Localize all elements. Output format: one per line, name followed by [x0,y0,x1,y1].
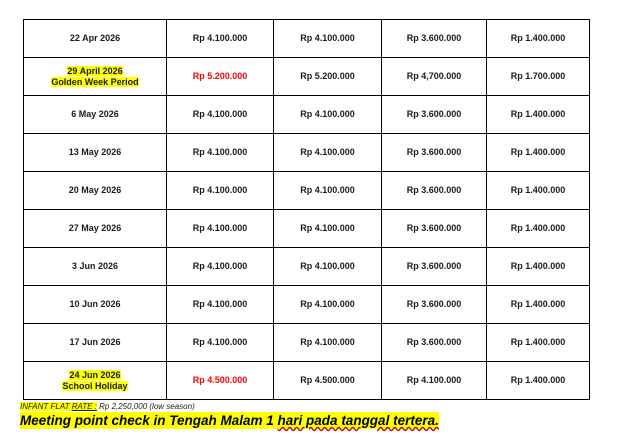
price-cell: Rp 4.100.000 [274,172,382,210]
infant-rate-value: Rp 2,250,000 (low season) [96,402,195,411]
price-cell: Rp 3.600.000 [382,96,487,134]
price-cell: Rp 3.600.000 [382,172,487,210]
table-row [24,286,590,324]
price-cell: Rp 4.100.000 [167,286,274,324]
price-cell: Rp 5.200.000 [274,58,382,96]
price-cell: Rp 4.100.000 [167,96,274,134]
price-cell: Rp 4.100.000 [167,172,274,210]
price-cell: Rp 4.100.000 [382,362,487,400]
table-row [24,172,590,210]
date-cell: 27 May 2026 [24,210,167,248]
table-row [24,58,590,96]
price-cell: Rp 1.400.000 [487,210,590,248]
table-row [24,248,590,286]
infant-label: INFANT FLAT [20,402,72,411]
meeting-text-b: hari pada tanggal tertera. [277,413,439,428]
period-note: School Holiday [62,380,128,391]
table-row [24,20,590,58]
date-cell: 13 May 2026 [24,134,167,172]
period-note: Golden Week Period [51,76,139,87]
price-cell: Rp 4.100.000 [274,210,382,248]
table-row [24,362,590,400]
price-cell: Rp 4.100.000 [167,20,274,58]
price-cell: Rp 1.700.000 [487,58,590,96]
date-cell: 3 Jun 2026 [24,248,167,286]
price-cell: Rp 4.100.000 [274,96,382,134]
infant-rate-note [20,402,195,411]
price-cell: Rp 3.600.000 [382,210,487,248]
price-cell: Rp 4.100.000 [274,248,382,286]
price-cell: Rp 1.400.000 [487,286,590,324]
date-label: 29 April 2026 [67,65,123,76]
rate-table-body [24,20,590,400]
date-cell: 22 Apr 2026 [24,20,167,58]
price-cell: Rp 1.400.000 [487,134,590,172]
date-cell: 20 May 2026 [24,172,167,210]
table-row [24,134,590,172]
price-cell: Rp 4.100.000 [274,20,382,58]
price-cell: Rp 5.200.000 [167,58,274,96]
price-cell: Rp 1.400.000 [487,172,590,210]
table-row [24,210,590,248]
price-cell: Rp 3.600.000 [382,248,487,286]
date-cell [24,58,167,96]
price-cell: Rp 4.500.000 [167,362,274,400]
price-cell: Rp 1.400.000 [487,96,590,134]
price-cell: Rp 4.100.000 [167,324,274,362]
price-cell: Rp 3.600.000 [382,324,487,362]
meeting-text-a: Meeting point check in Tengah Malam 1 [20,413,278,428]
price-cell: Rp 1.400.000 [487,324,590,362]
date-cell: 10 Jun 2026 [24,286,167,324]
date-cell: 17 Jun 2026 [24,324,167,362]
price-cell: Rp 1.400.000 [487,248,590,286]
rate-table [23,19,590,400]
infant-rate-key: RATE : [71,402,97,411]
price-cell: Rp 4.100.000 [274,134,382,172]
date-cell: 6 May 2026 [24,96,167,134]
price-cell: Rp 4.100.000 [274,286,382,324]
price-cell: Rp 3.600.000 [382,286,487,324]
price-cell: Rp 4.100.000 [167,248,274,286]
table-row [24,96,590,134]
price-cell: Rp 3.600.000 [382,134,487,172]
price-cell: Rp 3.600.000 [382,20,487,58]
price-cell: Rp 4.100.000 [167,210,274,248]
meeting-point-note [20,412,439,429]
price-cell: Rp 4.500.000 [274,362,382,400]
table-row [24,324,590,362]
price-cell: Rp 4.100.000 [274,324,382,362]
price-cell: Rp 4.100.000 [167,134,274,172]
price-cell: Rp 1.400.000 [487,20,590,58]
price-cell: Rp 4,700.000 [382,58,487,96]
date-label: 24 Jun 2026 [69,369,121,380]
price-cell: Rp 1.400.000 [487,362,590,400]
date-cell [24,362,167,400]
